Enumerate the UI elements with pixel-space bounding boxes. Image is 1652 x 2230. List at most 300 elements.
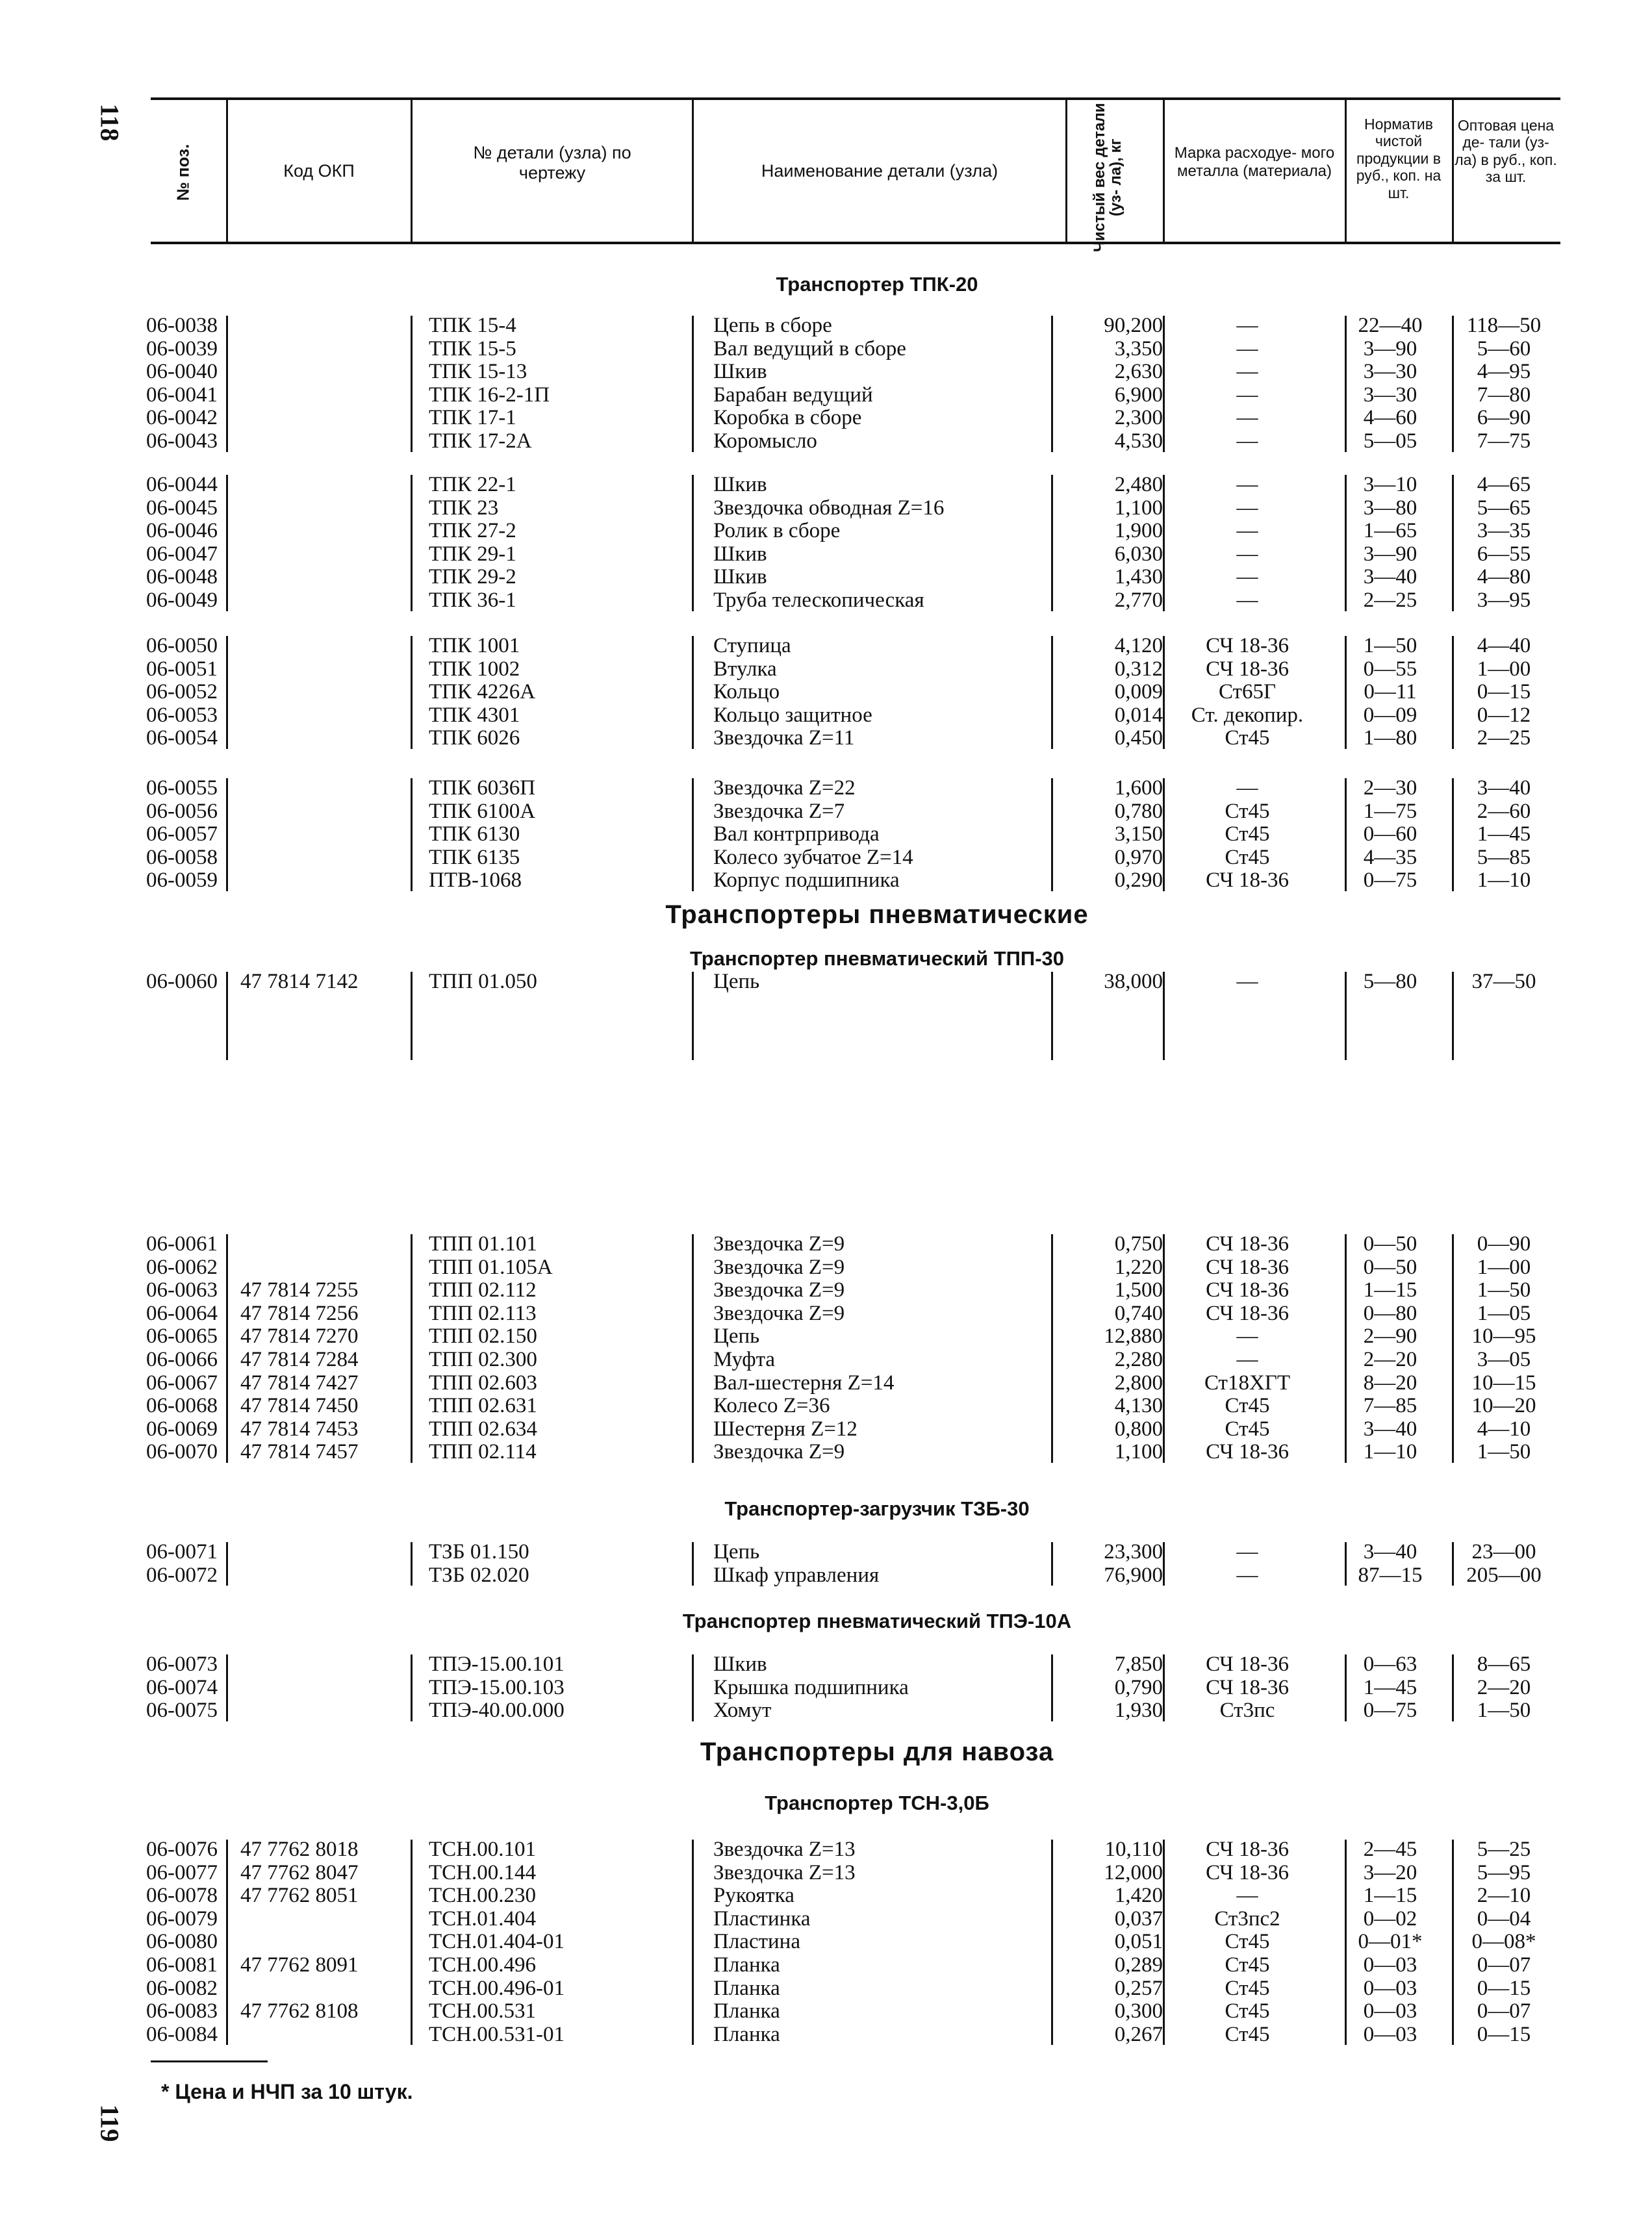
row-detail-no: ТПК 36-1: [429, 589, 516, 612]
row-price: 5—95: [1477, 1860, 1531, 1884]
row-weight: 3,150: [1114, 822, 1163, 846]
row-weight: 0,051: [1114, 1930, 1163, 1954]
row-price: 1—50: [1477, 1440, 1531, 1464]
row-price: 6—90: [1477, 406, 1531, 430]
table-row: [0, 800, 1652, 823]
row-weight: 0,290: [1114, 868, 1163, 893]
row-detail-no: ПТВ-1068: [429, 868, 522, 893]
row-norm: 2—45: [1363, 1838, 1417, 1861]
header-price: Оптовая цена де- тали (уз- ла) в руб., коп. за шт.: [1455, 117, 1557, 186]
row-price: 7—75: [1477, 429, 1531, 453]
row-norm: 0—11: [1364, 680, 1417, 704]
row-detail-no: ТСН.01.404: [429, 1907, 536, 1931]
row-pos: 06-0076: [146, 1838, 218, 1861]
row-weight: 1,900: [1114, 519, 1163, 543]
row-norm: 4—35: [1363, 845, 1417, 869]
row-price: 1—50: [1477, 1699, 1531, 1723]
row-name: Звездочка Z=22: [713, 776, 856, 800]
row-material: —: [1236, 383, 1258, 407]
section-title: Транспортер пневматический ТПП-30: [689, 947, 1064, 970]
section-title: Транспортер ТСН-3,0Б: [765, 1792, 989, 1814]
row-price: 5—60: [1477, 336, 1531, 361]
row-detail-no: ТПП 02.150: [429, 1324, 537, 1349]
row-norm: 1—80: [1363, 726, 1417, 750]
row-weight: 2,770: [1114, 589, 1163, 612]
row-material: Ст45: [1225, 1999, 1270, 2023]
row-norm: 2—90: [1363, 1324, 1417, 1349]
row-name: Муфта: [713, 1348, 776, 1371]
row-norm: 0—80: [1363, 1301, 1417, 1325]
row-material: Ст65Г: [1218, 680, 1277, 704]
row-detail-no: ТПК 6036П: [429, 776, 536, 800]
row-material: —: [1236, 336, 1258, 361]
row-weight: 1,430: [1114, 565, 1163, 589]
row-pos: 06-0065: [146, 1324, 218, 1349]
row-price: 1—45: [1477, 822, 1531, 846]
row-name: Кольцо: [713, 680, 780, 704]
row-price: 3—40: [1477, 776, 1531, 800]
row-price: 0—07: [1477, 1999, 1531, 2023]
row-material: —: [1236, 542, 1258, 566]
row-name: Вал контрпривода: [713, 822, 880, 846]
row-price: 0—12: [1477, 703, 1531, 727]
row-detail-no: ТПК 15-13: [429, 360, 527, 384]
row-material: Ст45: [1225, 1976, 1270, 2000]
table-row: [0, 1954, 1652, 1977]
row-weight: 2,480: [1114, 473, 1163, 496]
row-material: СЧ 18-36: [1206, 1838, 1289, 1861]
table-row: [0, 1653, 1652, 1676]
row-weight: 6,030: [1114, 542, 1163, 566]
row-price: 4—95: [1477, 360, 1531, 384]
row-name: Звездочка Z=9: [713, 1440, 845, 1464]
row-price: 1—50: [1477, 1278, 1531, 1302]
row-material: СЧ 18-36: [1206, 1232, 1289, 1256]
table-row: [0, 430, 1652, 453]
table-row: [0, 1699, 1652, 1722]
row-pos: 06-0068: [146, 1394, 218, 1418]
row-name: Звездочка Z=9: [713, 1232, 845, 1256]
row-weight: 7,850: [1114, 1653, 1163, 1676]
row-name: Звездочка Z=13: [713, 1838, 856, 1861]
row-norm: 22—40: [1358, 314, 1423, 337]
row-norm: 0—03: [1363, 1999, 1417, 2023]
row-norm: 0—60: [1363, 822, 1417, 846]
row-price: 6—55: [1477, 542, 1531, 566]
row-pos: 06-0074: [146, 1675, 218, 1699]
table-row: [0, 520, 1652, 542]
row-name: Звездочка Z=9: [713, 1301, 845, 1325]
row-norm: 0—03: [1363, 2022, 1417, 2046]
row-pos: 06-0051: [146, 657, 218, 681]
footnote-rule: [151, 2060, 268, 2062]
row-name: Крышка подшипника: [713, 1675, 909, 1699]
row-name: Вал-шестерня Z=14: [713, 1371, 895, 1395]
row-detail-no: ТПЭ-15.00.101: [429, 1653, 565, 1676]
row-weight: 0,014: [1114, 703, 1163, 727]
row-norm: 1—15: [1363, 1884, 1417, 1908]
row-price: 10—15: [1471, 1371, 1536, 1395]
row-pos: 06-0078: [146, 1884, 218, 1908]
row-material: СЧ 18-36: [1206, 657, 1289, 681]
row-price: 2—60: [1477, 799, 1531, 823]
row-norm: 0—55: [1363, 657, 1417, 681]
row-price: 4—40: [1477, 634, 1531, 657]
row-detail-no: ТСН.00.531: [429, 1999, 536, 2023]
row-material: —: [1236, 406, 1258, 430]
row-name: Втулка: [713, 657, 777, 681]
row-pos: 06-0055: [146, 776, 218, 800]
table-row: [0, 1908, 1652, 1931]
section-title: Транспортер-загрузчик ТЗБ-30: [724, 1497, 1030, 1520]
row-material: —: [1236, 1324, 1258, 1349]
row-price: 0—15: [1477, 680, 1531, 704]
row-material: СЧ 18-36: [1206, 1440, 1289, 1464]
row-weight: 0,300: [1114, 1999, 1163, 2023]
row-detail-no: ТПП 02.634: [429, 1417, 537, 1441]
row-name: Звездочка Z=9: [713, 1278, 845, 1302]
row-okp: 47 7814 7450: [240, 1394, 359, 1418]
row-price: 3—05: [1477, 1348, 1531, 1371]
row-price: 205—00: [1466, 1563, 1542, 1587]
row-price: 5—85: [1477, 845, 1531, 869]
row-pos: 06-0043: [146, 429, 218, 453]
row-detail-no: ТПК 29-1: [429, 542, 516, 566]
row-okp: 47 7814 7457: [240, 1440, 359, 1464]
row-material: СЧ 18-36: [1206, 1301, 1289, 1325]
table-row: [0, 727, 1652, 750]
row-norm: 3—40: [1363, 1417, 1417, 1441]
row-material: Ст45: [1225, 822, 1270, 846]
row-detail-no: ТПК 6135: [429, 845, 520, 869]
table-row: [0, 314, 1652, 337]
row-name: Шкив: [713, 1653, 767, 1676]
row-pos: 06-0066: [146, 1348, 218, 1371]
row-name: Шкив: [713, 473, 767, 496]
row-detail-no: ТПК 22-1: [429, 473, 516, 496]
row-price: 23—00: [1471, 1540, 1536, 1564]
row-norm: 0—63: [1363, 1653, 1417, 1676]
row-norm: 5—05: [1363, 429, 1417, 453]
row-pos: 06-0052: [146, 680, 218, 704]
row-norm: 3—20: [1363, 1860, 1417, 1884]
row-name: Планка: [713, 1953, 780, 1977]
page-number-top: 118: [95, 103, 125, 142]
row-pos: 06-0061: [146, 1232, 218, 1256]
row-norm: 0—03: [1363, 1976, 1417, 2000]
row-norm: 1—10: [1363, 1440, 1417, 1464]
row-okp: 47 7814 7255: [240, 1278, 359, 1302]
table-row: [0, 1884, 1652, 1907]
row-material: Ст45: [1225, 845, 1270, 869]
row-norm: 3—90: [1363, 336, 1417, 361]
row-pos: 06-0050: [146, 634, 218, 657]
row-name: Колесо Z=36: [713, 1394, 830, 1418]
row-name: Рукоятка: [713, 1884, 794, 1908]
footnote: * Цена и НЧП за 10 штук.: [161, 2080, 413, 2103]
table-row: [0, 658, 1652, 681]
page-number-bottom: 119: [95, 2104, 125, 2142]
row-material: —: [1236, 519, 1258, 543]
row-pos: 06-0057: [146, 822, 218, 846]
row-weight: 6,900: [1114, 383, 1163, 407]
row-detail-no: ТСН.01.404-01: [429, 1930, 565, 1954]
row-material: —: [1236, 473, 1258, 496]
row-material: —: [1236, 1884, 1258, 1908]
table-row: [0, 635, 1652, 657]
row-detail-no: ТПП 01.101: [429, 1232, 537, 1256]
row-material: Ст3пс2: [1214, 1907, 1280, 1931]
row-detail-no: ТПП 02.300: [429, 1348, 537, 1371]
row-norm: 2—30: [1363, 776, 1417, 800]
table-row: [0, 869, 1652, 892]
row-pos: 06-0058: [146, 845, 218, 869]
row-detail-no: ТПП 02.603: [429, 1371, 537, 1395]
row-pos: 06-0080: [146, 1930, 218, 1954]
row-norm: 0—75: [1363, 1699, 1417, 1723]
row-detail-no: ТПК 4301: [429, 703, 520, 727]
row-norm: 3—30: [1363, 360, 1417, 384]
row-weight: 2,300: [1114, 406, 1163, 430]
row-material: Ст45: [1225, 799, 1270, 823]
table-row: [0, 1349, 1652, 1371]
row-detail-no: ТПЭ-40.00.000: [429, 1699, 565, 1723]
row-price: 0—15: [1477, 1976, 1531, 2000]
row-detail-no: ТПК 17-1: [429, 406, 516, 430]
row-norm: 3—40: [1363, 565, 1417, 589]
table-row: [0, 846, 1652, 869]
row-material: —: [1236, 314, 1258, 337]
row-weight: 1,100: [1114, 496, 1163, 520]
row-okp: 47 7762 8091: [240, 1953, 359, 1977]
row-norm: 3—10: [1363, 473, 1417, 496]
row-pos: 06-0075: [146, 1699, 218, 1723]
table-row: [0, 1862, 1652, 1884]
row-norm: 3—30: [1363, 383, 1417, 407]
row-detail-no: ТПК 15-4: [429, 314, 516, 337]
row-weight: 0,790: [1114, 1675, 1163, 1699]
row-weight: 1,930: [1114, 1699, 1163, 1723]
table-row: [0, 704, 1652, 727]
table-row: [0, 384, 1652, 407]
row-material: —: [1236, 496, 1258, 520]
row-detail-no: ТПК 6026: [429, 726, 520, 750]
table-row: [0, 681, 1652, 703]
row-price: 4—80: [1477, 565, 1531, 589]
row-norm: 0—50: [1363, 1255, 1417, 1279]
row-norm: 7—85: [1363, 1394, 1417, 1418]
row-detail-no: ТСН.00.531-01: [429, 2022, 565, 2046]
table-row: [0, 1325, 1652, 1348]
row-price: 37—50: [1471, 970, 1536, 993]
header-pos: № поз.: [173, 144, 193, 201]
row-weight: 1,500: [1114, 1278, 1163, 1302]
row-pos: 06-0056: [146, 799, 218, 823]
row-price: 5—65: [1477, 496, 1531, 520]
row-pos: 06-0063: [146, 1278, 218, 1302]
row-material: СЧ 18-36: [1206, 634, 1289, 657]
row-material: —: [1236, 1540, 1258, 1564]
row-material: —: [1236, 589, 1258, 612]
table-row: [0, 1256, 1652, 1279]
row-price: 5—25: [1477, 1838, 1531, 1861]
row-weight: 76,900: [1104, 1563, 1163, 1587]
row-norm: 5—80: [1363, 970, 1417, 993]
row-name: Пластина: [713, 1930, 800, 1954]
header-divider: [1163, 99, 1165, 242]
row-weight: 0,800: [1114, 1417, 1163, 1441]
row-price: 118—50: [1466, 314, 1542, 337]
row-okp: 47 7762 8018: [240, 1838, 359, 1861]
row-weight: 0,257: [1114, 1976, 1163, 2000]
row-norm: 1—15: [1363, 1278, 1417, 1302]
row-weight: 1,100: [1114, 1440, 1163, 1464]
row-price: 2—20: [1477, 1675, 1531, 1699]
section-title: Транспортер пневматический ТПЭ-10А: [682, 1610, 1072, 1632]
row-name: Корпус подшипника: [713, 868, 900, 893]
row-pos: 06-0042: [146, 406, 218, 430]
row-weight: 90,200: [1104, 314, 1163, 337]
header-divider: [226, 99, 228, 242]
row-name: Планка: [713, 2022, 780, 2046]
row-price: 4—10: [1477, 1417, 1531, 1441]
row-pos: 06-0082: [146, 1976, 218, 2000]
table-row: [0, 1564, 1652, 1587]
row-norm: 0—01*: [1358, 1930, 1423, 1954]
row-weight: 0,740: [1114, 1301, 1163, 1325]
table-row: [0, 1233, 1652, 1256]
row-weight: 0,450: [1114, 726, 1163, 750]
row-price: 8—65: [1477, 1653, 1531, 1676]
row-name: Звездочка Z=7: [713, 799, 845, 823]
row-detail-no: ТПК 23: [429, 496, 499, 520]
table-row: [0, 589, 1652, 612]
row-detail-no: ТПП 02.113: [429, 1301, 537, 1325]
row-norm: 1—50: [1363, 634, 1417, 657]
row-pos: 06-0064: [146, 1301, 218, 1325]
row-okp: 47 7762 8108: [240, 1999, 359, 2023]
row-pos: 06-0044: [146, 473, 218, 496]
row-pos: 06-0067: [146, 1371, 218, 1395]
row-pos: 06-0040: [146, 360, 218, 384]
row-price: 1—00: [1477, 1255, 1531, 1279]
row-norm: 0—02: [1363, 1907, 1417, 1931]
row-weight: 0,037: [1114, 1907, 1163, 1931]
row-material: Ст45: [1225, 2022, 1270, 2046]
row-material: Ст45: [1225, 1953, 1270, 1977]
row-okp: 47 7762 8047: [240, 1860, 359, 1884]
row-norm: 8—20: [1363, 1371, 1417, 1395]
table-row: [0, 970, 1652, 993]
row-detail-no: ТСН.00.144: [429, 1860, 536, 1884]
row-name: Цепь: [713, 1324, 760, 1349]
header-name: Наименование детали (узла): [761, 161, 998, 181]
row-pos: 06-0081: [146, 1953, 218, 1977]
row-norm: 87—15: [1358, 1563, 1423, 1587]
row-pos: 06-0071: [146, 1540, 218, 1564]
row-name: Ролик в сборе: [713, 519, 841, 543]
row-price: 0—04: [1477, 1907, 1531, 1931]
row-detail-no: ТПП 01.105А: [429, 1255, 553, 1279]
row-material: СЧ 18-36: [1206, 1860, 1289, 1884]
header-divider: [411, 99, 413, 242]
row-name: Хомут: [713, 1699, 772, 1723]
row-price: 0—08*: [1471, 1930, 1536, 1954]
row-name: Шкив: [713, 360, 767, 384]
row-price: 7—80: [1477, 383, 1531, 407]
row-name: Звездочка Z=11: [713, 726, 855, 750]
row-name: Звездочка Z=9: [713, 1255, 845, 1279]
row-pos: 06-0046: [146, 519, 218, 543]
row-weight: 10,110: [1104, 1838, 1163, 1861]
table-row: [0, 361, 1652, 383]
row-pos: 06-0084: [146, 2022, 218, 2046]
table-row: [0, 1441, 1652, 1463]
row-name: Труба телескопическая: [713, 589, 924, 612]
row-detail-no: ТЗБ 01.150: [429, 1540, 529, 1564]
row-detail-no: ТПП 02.114: [429, 1440, 537, 1464]
row-name: Шестерня Z=12: [713, 1417, 858, 1441]
row-material: Ст45: [1225, 1394, 1270, 1418]
row-name: Цепь в сборе: [713, 314, 832, 337]
row-okp: 47 7814 7142: [240, 970, 359, 993]
row-material: Ст45: [1225, 726, 1270, 750]
row-detail-no: ТСН.00.101: [429, 1838, 536, 1861]
section-title: Транспортер ТПК-20: [776, 273, 978, 296]
row-name: Звездочка обводная Z=16: [713, 496, 945, 520]
table-row: [0, 823, 1652, 846]
row-detail-no: ТПП 01.050: [429, 970, 537, 993]
row-pos: 06-0073: [146, 1653, 218, 1676]
row-okp: 47 7814 7270: [240, 1324, 359, 1349]
header-weight: Чистый вес детали (уз- ла), кг: [1090, 103, 1125, 252]
row-material: СЧ 18-36: [1206, 868, 1289, 893]
table-row: [0, 1418, 1652, 1441]
row-name: Коромысло: [713, 429, 817, 453]
row-price: 2—25: [1477, 726, 1531, 750]
row-weight: 1,600: [1114, 776, 1163, 800]
row-price: 3—35: [1477, 519, 1531, 543]
row-weight: 23,300: [1104, 1540, 1163, 1564]
row-pos: 06-0079: [146, 1907, 218, 1931]
row-norm: 1—45: [1363, 1675, 1417, 1699]
row-material: СЧ 18-36: [1206, 1278, 1289, 1302]
row-detail-no: ТПК 16-2-1П: [429, 383, 550, 407]
row-name: Кольцо защитное: [713, 703, 872, 727]
row-detail-no: ТПК 27-2: [429, 519, 516, 543]
row-detail-no: ТПК 17-2А: [429, 429, 532, 453]
table-row: [0, 1279, 1652, 1302]
row-weight: 0,009: [1114, 680, 1163, 704]
row-weight: 4,120: [1114, 634, 1163, 657]
table-row: [0, 777, 1652, 800]
row-pos: 06-0041: [146, 383, 218, 407]
row-material: Ст. декопир.: [1191, 703, 1304, 727]
header-material: Марка расходуе- мого металла (материала): [1174, 144, 1335, 180]
row-price: 1—00: [1477, 657, 1531, 681]
table-row: [0, 474, 1652, 496]
row-name: Цепь: [713, 1540, 760, 1564]
row-price: 1—10: [1477, 868, 1531, 893]
row-name: Пластинка: [713, 1907, 811, 1931]
row-norm: 0—75: [1363, 868, 1417, 893]
row-name: Шкив: [713, 565, 767, 589]
row-material: —: [1236, 970, 1258, 993]
row-weight: 12,880: [1104, 1324, 1163, 1349]
row-material: Ст3пс: [1219, 1699, 1275, 1723]
header-okp: Код ОКП: [283, 161, 355, 181]
section-main-title: Транспортеры для навоза: [700, 1738, 1054, 1766]
